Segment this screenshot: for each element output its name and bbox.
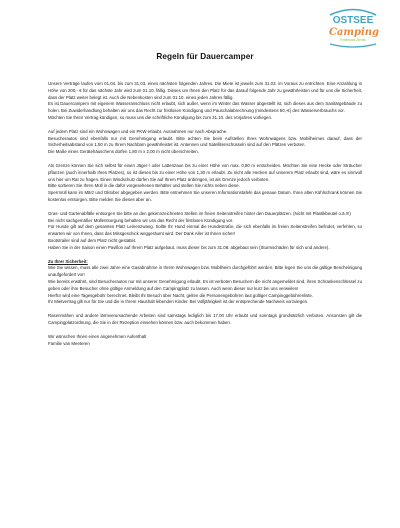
page-title: Regeln für Dauercamper (156, 52, 254, 61)
paragraph-closing (48, 334, 362, 348)
text-line: Sperrmüll kann im März und Oktober abgegeben werden. Bitte entnehmen Sie unseren Informationstafeln das genaue Datum. Ihren alten Kühlschrank können Sie kostenlos entsorgen. Bitte melden Sie dieses aber an. (48, 190, 362, 202)
text-line: Wie bereits erwähnt, sind Besucherautos nur mit unserer Genehmigung erlaubt. Es ist verboten Besuchern die nicht angemeldet sind, ihren Schrankenschlüssel zu geben oder ihre Besucher ohne gültige Anmeldung auf den Campingplatz zu lassen. Auch wenn dieser nur kurz bei uns verweilen! (48, 278, 362, 291)
text-line: Wie Sie wissen, muss alle zwei Jahre eine Gasabnahme in Ihrem Wohnwagen bzw. Mobilheim durchgeführt werden. Bitte legen Sie uns die gültige Bescheinigung unaufgefordert vor! (48, 265, 362, 278)
text-line: Die Maße eines Gerätehäuschens dürfen 1,80 m x 2,00 m nicht überschreiten. (48, 149, 199, 155)
text-line: Es ist Dauercampern mit eigenem Wasseranschluss nicht erlaubt, sich außer, wenn im Winter das Wasser abgestellt ist, sich dieses aus dem Sanitärgebäude zu holen. Bei Zuwiderhandlung behalten wir uns das Recht zur fristlosen Kündigung und Pauschalabrechnung (mindestens 50,-€) des Wasserverbrauchs vor. (48, 101, 362, 114)
paragraph-safety (48, 259, 362, 307)
closing-greeting: Wir wünschen Ihnen einen angenehmen Aufenthalt (48, 333, 147, 339)
text-line: Auf jedem Platz sind ein Wohnwagen und ein PKW erlaubt. Ausnahmen nur nach Absprache. (48, 128, 228, 134)
ostsee-camping-logo (324, 6, 382, 50)
text-line: Haben Sie in der Saison einen Pavillon auf Ihrem Platz aufgebaut, muss dieser bis zum 31.08. abgebaut sein (Sturmschäden für sich und andere). (48, 244, 330, 250)
text-line: Rasenmähen und andere lärmverursachende Arbeiten sind samstags lediglich bis 17.00 Uhr erlaubt und sonntags grundsätzlich verboten. Ansonsten gilt die Campingplatzordnung, die Sie in der Rezeption einsehen können bzw. auch bekommen haben. (48, 313, 362, 325)
text-line: Gras- und Gartenabfälle entsorgen Sie bitte an den gekennzeichneten Stellen im freien Seitenstreifen hinter den Dauerplätzen. (Nicht mit Plastikbeutel o.ä.!!!) (48, 210, 351, 216)
signature: Familie van Meeteren (48, 340, 90, 346)
text-line: Als Grenze können Sie sich selbst für einen Jäger-/ oder Lattenzaun bis zu einer Höhe von max. 0,80 m entscheiden. Möchten Sie eine Hecke oder Sträucher pflanzen (auch innerhalb Ihres Platzes), so ist dieses bis zu einer Höhe von 1,30 m erlaubt. Zu nicht alle Hecken auf unserem Platz erlaubt sind, wäre es sinnvoll uns hier um Rat zu fragen. Einen Windschutz dürfen Sie auf Ihrem Platz anbringen, ist als Grenze jedoch verboten. (48, 162, 362, 182)
paragraph-vehicles (48, 129, 362, 156)
text-line: Ihr Mietvertrag gilt nur für Sie und die in Ihrem Haushalt lebenden Kinder. Bei Volljährigkeit ist der entsprechende Nachweis vorzulegen. (48, 299, 309, 305)
text-line: Hierfür wird eine Tagesgebühr berechnet. Bleibt Ihr Besuch über Nacht, gelten die Personengebühren laut gültiger Campinggebührenliste. (48, 292, 314, 298)
text-line: Bootstrailer sind auf dem Platz nicht gestattet. (48, 237, 137, 243)
paragraph-noise (48, 313, 362, 327)
document-body (48, 81, 362, 347)
text-line: Möchten Sie Ihren Vertrag kündigen, so muss uns die schriftliche Kündigung bis zum 31.10. des Vorjahres vorliegen. (48, 114, 273, 120)
paragraph-contract (48, 81, 362, 122)
svg-text:OSTSEE: OSTSEE (332, 15, 374, 26)
section-heading-safety: Zu Ihrer Sicherheit: (48, 258, 88, 264)
text-line: Besucherautos sind ebenfalls nur mit Genehmigung erlaubt. Bitte achten Sie beim Aufstellen Ihres Wohnwagens bzw. Mobilheimes darauf, dass der Sicherheitsabstand von 1,50 m zu Ihrem Nachbarn gewährleistet ist. Antennen und Satellitenschüsseln sind auf den Plätzen verboten. (48, 135, 362, 148)
text-line: Für Hunde gilt auf dem gesamten Platz Leinenzwang. Sollte Ihr Hund einmal die Hundestraße, die sich ebenfalls im freien Seitenstreifen befindet, verfehlen, so erwarten wir von Ihnen, dass das Missgeschick weggeräumt wird. Der Dank Aller ist Ihnen sicher! (48, 224, 362, 237)
text-line: Unsere Verträge laufen vom 01.04. bis zum 31.03. eines nächsten folgenden Jahres. Die Miete ist jeweils zum 31.03. im Voraus zu entrichten. Eine Anzahlung in Höhe von 200,- € für das nächste Jahr wird zum 01.10. fällig. Dieses um Ihnen den Platz für das darauf folgende Jahr zu gewährleisten und für uns die Sicherheit, dass der Platz weiter belegt ist. Auch die Nebenkosten sind zum 01.10. eines jeden Jahres fällig. (48, 81, 362, 100)
paragraph-waste-dogs (48, 211, 362, 252)
text-line: Bitte sortieren Sie Ihren Müll in die dafür vorgesehenen Behälter und stellen Sie nichts neben diese. (48, 183, 240, 189)
text-line: Bei nicht sachgemäßer Müllentsorgung behalten wir uns das Recht der fristlosen Kündigung vor. (48, 217, 234, 223)
svg-text:Ferienpark Zierow: Ferienpark Zierow (340, 38, 366, 42)
svg-text:Camping: Camping (328, 27, 380, 38)
paragraph-boundaries (48, 163, 362, 204)
